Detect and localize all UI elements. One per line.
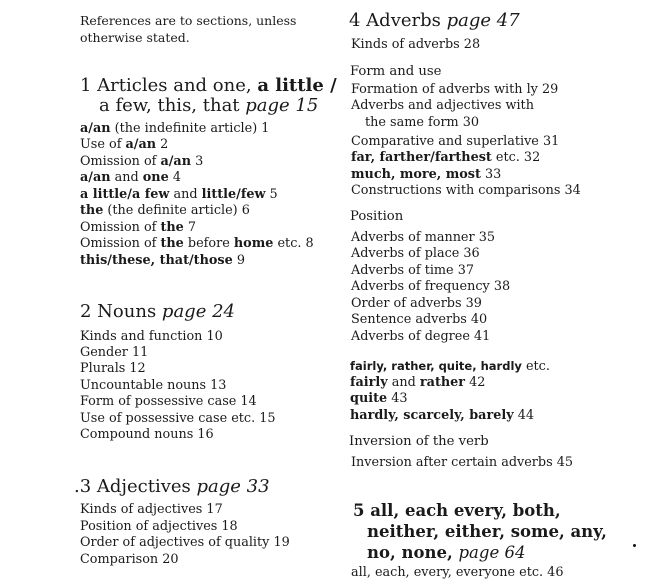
toc-item-30a: Adverbs and adjectives with	[351, 98, 534, 113]
toc-item-2: Use of a/an 2	[80, 137, 169, 152]
chapter-5-heading-1: 5 all, each every, both,	[353, 501, 561, 520]
toc-item-10: Kinds and function 10	[80, 329, 223, 344]
chapter-2-page: page 24	[161, 301, 235, 322]
chapter-5-heading-3: no, none, page 64	[367, 543, 526, 562]
toc-item-41: Adverbs of degree 41	[351, 329, 491, 344]
toc-item-32: far, farther/farthest etc. 32	[351, 150, 541, 165]
toc-item-7: Omission of the 7	[80, 220, 197, 235]
toc-item-8: Omission of the before home etc. 8	[80, 236, 314, 251]
toc-item-39: Order of adverbs 39	[351, 296, 482, 311]
toc-item-1: a/an (the indefinite article) 1	[80, 121, 270, 136]
chapter-5-page: page 64	[458, 543, 526, 562]
intro-line-1: References are to sections, unless	[80, 13, 297, 28]
chapter-2-title: 2 Nouns	[80, 301, 157, 322]
toc-item-44: hardly, scarcely, barely 44	[350, 408, 534, 423]
chapter-1-page: page 15	[245, 95, 319, 116]
toc-item-38: Adverbs of frequency 38	[351, 279, 511, 294]
toc-item-46: all, each, every, everyone etc. 46	[351, 565, 564, 580]
toc-item-33: much, more, most 33	[351, 167, 502, 182]
toc-item-45: Inversion after certain adverbs 45	[351, 455, 574, 470]
toc-item-35: Adverbs of manner 35	[351, 230, 495, 245]
toc-item-40: Sentence adverbs 40	[351, 312, 488, 327]
toc-item-37: Adverbs of time 37	[351, 263, 474, 278]
toc-item-31: Comparative and superlative 31	[351, 134, 560, 149]
toc-item-42: fairly and rather 42	[350, 375, 486, 390]
chapter-1-title-bold: a little /	[257, 75, 337, 96]
toc-item-13: Uncountable nouns 13	[80, 378, 227, 393]
chapter-3-title: .3 Adjectives	[74, 476, 191, 497]
inversion-heading: Inversion of the verb	[349, 434, 489, 449]
chapter-1-heading	[80, 76, 337, 96]
degree-heading: fairly, rather, quite, hardly etc.	[350, 359, 550, 374]
chapter-1-title-plain: 1 Articles and one,	[80, 75, 258, 96]
chapter-3-heading	[74, 477, 270, 497]
form-and-use-heading: Form and use	[350, 64, 442, 79]
toc-item-4: a/an and one 4	[80, 170, 181, 185]
chapter-4-heading	[349, 11, 520, 31]
toc-item-30b: the same form 30	[365, 115, 480, 130]
speck-mark	[633, 544, 636, 547]
chapter-4-title: 4 Adverbs	[349, 10, 441, 31]
toc-item-11: Gender 11	[80, 345, 149, 360]
chapter-4-page: page 47	[446, 10, 520, 31]
toc-item-19: Order of adjectives of quality 19	[80, 535, 290, 550]
toc-item-14: Form of possessive case 14	[80, 394, 257, 409]
toc-item-15: Use of possessive case etc. 15	[80, 411, 276, 426]
toc-item-20: Comparison 20	[80, 552, 179, 567]
chapter-1-heading-2	[99, 96, 318, 116]
chapter-3-page: page 33	[196, 476, 270, 497]
chapter-2-heading	[80, 302, 235, 322]
toc-item-28: Kinds of adverbs 28	[351, 37, 481, 52]
toc-item-12: Plurals 12	[80, 361, 146, 376]
chapter-5-heading-2: neither, either, some, any,	[367, 522, 607, 541]
toc-item-9: this/these, that/those 9	[80, 253, 245, 268]
toc-item-3: Omission of a/an 3	[80, 154, 204, 169]
toc-item-6: the (the definite article) 6	[80, 203, 250, 218]
toc-item-5: a little/a few and little/few 5	[80, 187, 278, 202]
toc-item-18: Position of adjectives 18	[80, 519, 238, 534]
toc-item-36: Adverbs of place 36	[351, 246, 480, 261]
intro-line-2: otherwise stated.	[80, 30, 190, 45]
toc-item-29: Formation of adverbs with ly 29	[351, 82, 559, 97]
chapter-1-title-line2: a few, this, that	[99, 95, 240, 116]
toc-item-43: quite 43	[350, 391, 408, 406]
toc-item-17: Kinds of adjectives 17	[80, 502, 223, 517]
toc-item-34: Constructions with comparisons 34	[351, 183, 581, 198]
position-heading: Position	[350, 209, 404, 224]
toc-item-16: Compound nouns 16	[80, 427, 214, 442]
